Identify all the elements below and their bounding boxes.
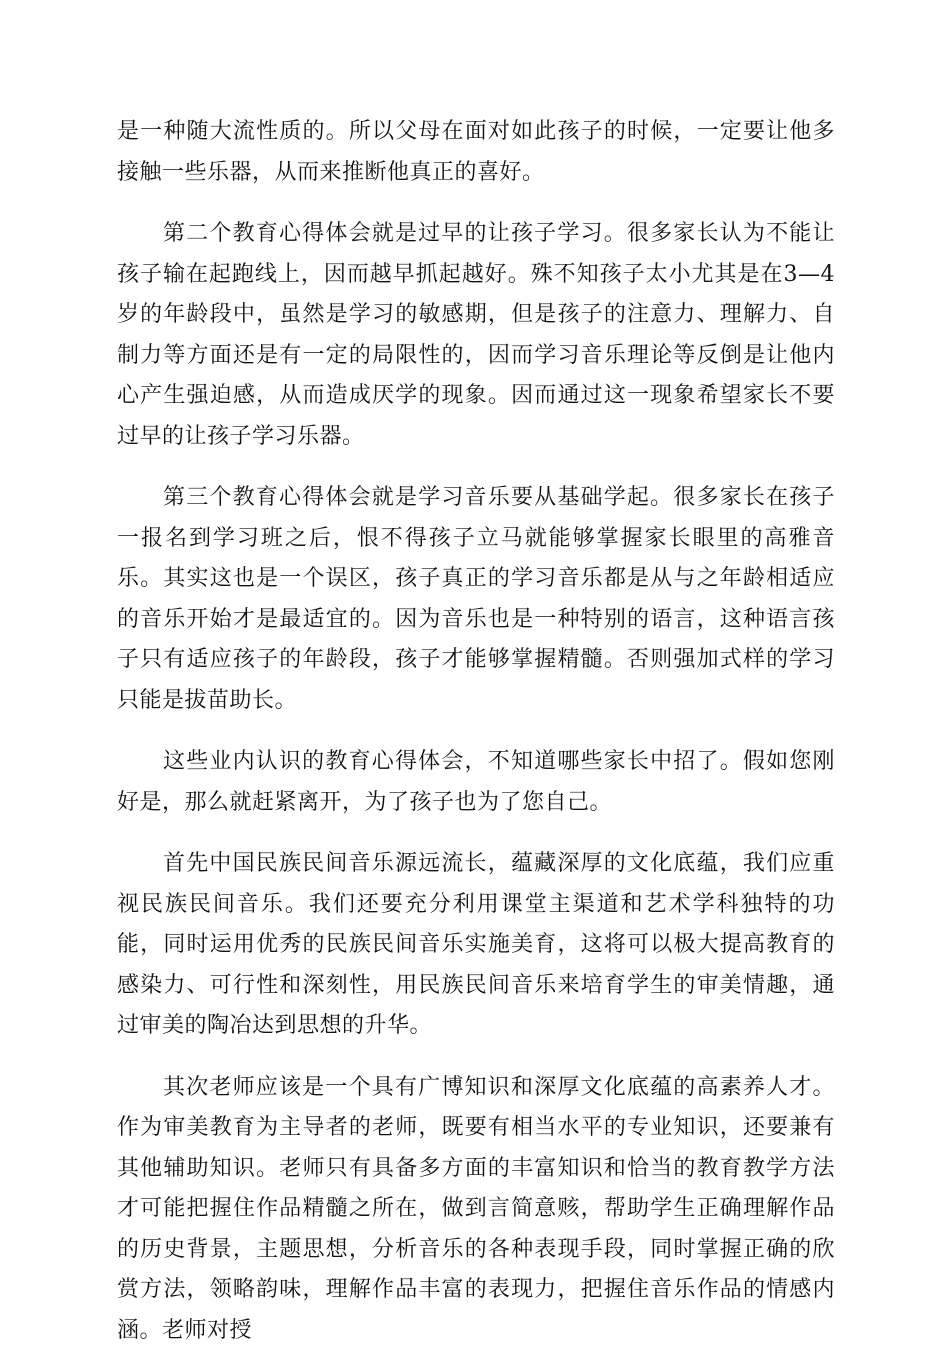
- paragraph-6: 其次老师应该是一个具有广博知识和深厚文化底蕴的高素养人才。作为审美教育为主导者的老师，既要有相当水平的专业知识，还要兼有其他辅助知识。老师只有具备多方面的丰富知识和恰当的教育教学方法才可能把握住作品精髓之所在，做到言简意赅，帮助学生正确理解作品的历史背景，主题思想，分析音乐的各种表现手段，同时掌握正确的欣赏方法，领略韵味，理解作品丰富的表现力，把握住音乐作品的情感内涵。老师对授: [117, 1074, 835, 1343]
- paragraph-4: 这些业内认识的教育心得体会，不知道哪些家长中招了。假如您刚好是，那么就赶紧离开，为了孩子也为了您自己。: [117, 749, 835, 815]
- paragraph-3: 第三个教育心得体会就是学习音乐要从基础学起。很多家长在孩子一报名到学习班之后，恨不得孩子立马就能够掌握家长眼里的高雅音乐。其实这也是一个误区，孩子真正的学习音乐都是从与之年龄相适应的音乐开始才是最适宜的。因为音乐也是一种特别的语言，这种语言孩子只有适应孩子的年龄段，孩子才能够掌握精髓。否则强加式样的学习只能是拔苗助长。: [117, 485, 835, 713]
- paragraph-1: 是一种随大流性质的。所以父母在面对如此孩子的时候，一定要让他多接触一些乐器，从而来推断他真正的喜好。: [117, 119, 835, 185]
- paragraph-5: 首先中国民族民间音乐源远流长，蕴藏深厚的文化底蕴，我们应重视民族民间音乐。我们还要充分利用课堂主渠道和艺术学科独特的功能，同时运用优秀的民族民间音乐实施美育，这将可以极大提高教育的感染力、可行性和深刻性，用民族民间音乐来培育学生的审美情趣，通过审美的陶冶达到思想的升华。: [117, 851, 835, 1038]
- document-body: [117, 112, 835, 1372]
- paragraph-2: 第二个教育心得体会就是过早的让孩子学习。很多家长认为不能让孩子输在起跑线上，因而越早抓起越好。殊不知孩子太小尤其是在3—4岁的年龄段中，虽然是学习的敏感期，但是孩子的注意力、理解力、自制力等方面还是有一定的局限性的，因而学习音乐理论等反倒是让他内心产生强迫感，从而造成厌学的现象。因而通过这一现象希望家长不要过早的让孩子学习乐器。: [117, 221, 835, 449]
